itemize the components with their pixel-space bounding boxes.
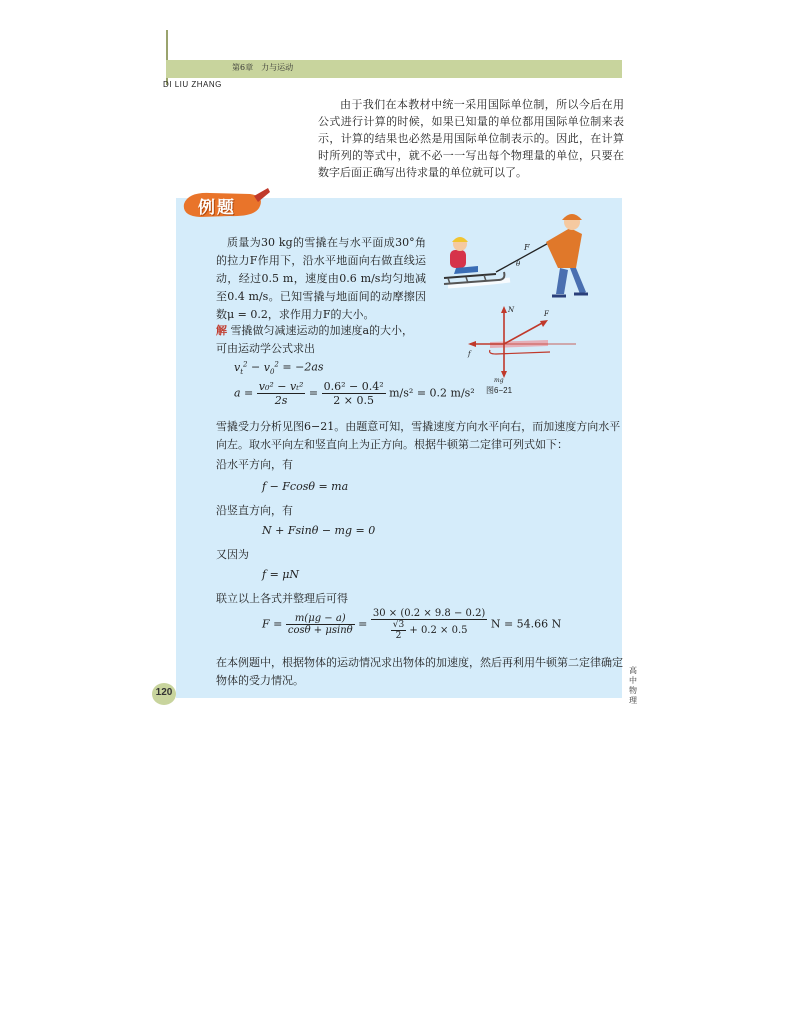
equation-vertical: N + Fsinθ − mg = 0 bbox=[262, 524, 376, 537]
figure-label-f: F bbox=[544, 310, 549, 318]
figure-label-theta: θ bbox=[516, 260, 521, 268]
horizontal-direction-label: 沿水平方向，有 bbox=[216, 458, 293, 471]
figure-label-n: N bbox=[508, 306, 515, 314]
also-label: 又因为 bbox=[216, 548, 249, 561]
problem-statement: 质量为30 kg的雪撬在与水平面成30°角的拉力F作用下，沿水平地面向右做直线运动，经过0.5 m，速度由0.6 m/s均匀地减至0.4 m/s。已知雪撬与地面间的动摩擦因数μ = 0.2，求作用力F的大小。 bbox=[216, 236, 426, 321]
solution-line-2: 可由运动学公式求出 bbox=[216, 342, 315, 355]
solution-label: 解 bbox=[216, 324, 227, 337]
eq1-vt: $v_t^2$ bbox=[234, 360, 248, 376]
chapter-title: 第6章 力与运动 bbox=[232, 63, 294, 72]
equation-horizontal: f − Fcosθ = ma bbox=[262, 480, 349, 493]
eq2-fraction-1: $\frac{\text{v₀² − vₜ²}}{2s}$ bbox=[258, 380, 304, 407]
intro-paragraph bbox=[318, 96, 624, 181]
solution-line-1 bbox=[216, 322, 413, 340]
figure-caption: 图6−21 bbox=[486, 386, 513, 395]
equation-acceleration: a = $\frac{\text{v₀² − vₜ²}}{2s}$ = $\frac{\text{0.6² − 0.4²}}{2 \times 0.5}$ m/s² = 0.2 m/s² bbox=[234, 380, 475, 407]
figure-label-mg: mg bbox=[494, 377, 504, 384]
eq2-fraction-2: $\frac{\text{0.6² − 0.4²}}{2 \times 0.5}$ bbox=[323, 380, 384, 407]
chapter-pinyin: DI LIU ZHANG bbox=[163, 80, 222, 89]
analysis-line-2: 向左。取水平向左和竖直向上为正方向。根据牛顿第二定律可列式如下： bbox=[216, 438, 568, 451]
solution-text-1: 雪撬做匀减速运动的加速度a的大小， bbox=[230, 324, 414, 337]
side-subject-label: 高中物理 bbox=[629, 666, 637, 705]
conclusion-line-1: 在本例题中，根据物体的运动情况求出物体的加速度，然后再利用牛顿第二定律确定 bbox=[216, 656, 623, 669]
figure-label-f-top: F bbox=[524, 243, 530, 252]
vertical-direction-label: 沿竖直方向，有 bbox=[216, 504, 293, 517]
final-fraction-2: 30 × (0.2 × 9.8 − 0.2) $\frac{√3}{2}$ + 0.2 × 0.5 bbox=[372, 608, 486, 641]
combine-label: 联立以上各式并整理后可得 bbox=[216, 592, 348, 605]
figure-label-friction: f bbox=[468, 350, 471, 358]
equation-friction: f = μN bbox=[262, 568, 300, 581]
sled-illustration bbox=[436, 208, 596, 304]
force-diagram bbox=[470, 302, 580, 384]
conclusion-line-2: 物体的受力情况。 bbox=[216, 674, 304, 687]
intro-text: 由于我们在本教材中统一采用国际单位制，所以今后在用公式进行计算的时候，如果已知量的单位都用国际单位制来表示，计算的结果也必然是用国际单位制表示的。因此，在计算时所列的等式中，就不必一一写出每个物理量的单位，只要在数字后面正确写出待求量的单位就可以了。 bbox=[318, 98, 624, 179]
analysis-line-1: 雪撬受力分析见图6−21。由题意可知，雪撬速度方向水平向右，而加速度方向水平 bbox=[216, 420, 621, 433]
eq1-v0: $v_0^2$ bbox=[263, 360, 279, 376]
page-number: 120 bbox=[155, 687, 173, 698]
example-badge-label: 例题 bbox=[198, 198, 236, 218]
eq1-rhs: = −2as bbox=[282, 360, 324, 374]
equation-kinematics: $v_t^2 - v_0^2 = -2as$ bbox=[234, 360, 324, 376]
equation-final: F = $\frac{m(\mu g - a)}{\cos\theta + \mu\sin\theta}$ = 30 × (0.2 × 9.8 − 0.2) $\frac{√3}{2}$ + 0.2 × 0.5 N = 54.66 N bbox=[262, 608, 562, 641]
final-fraction-1: $\frac{m(\mu g - a)}{\cos\theta + \mu\sin\theta}$ bbox=[287, 613, 353, 636]
